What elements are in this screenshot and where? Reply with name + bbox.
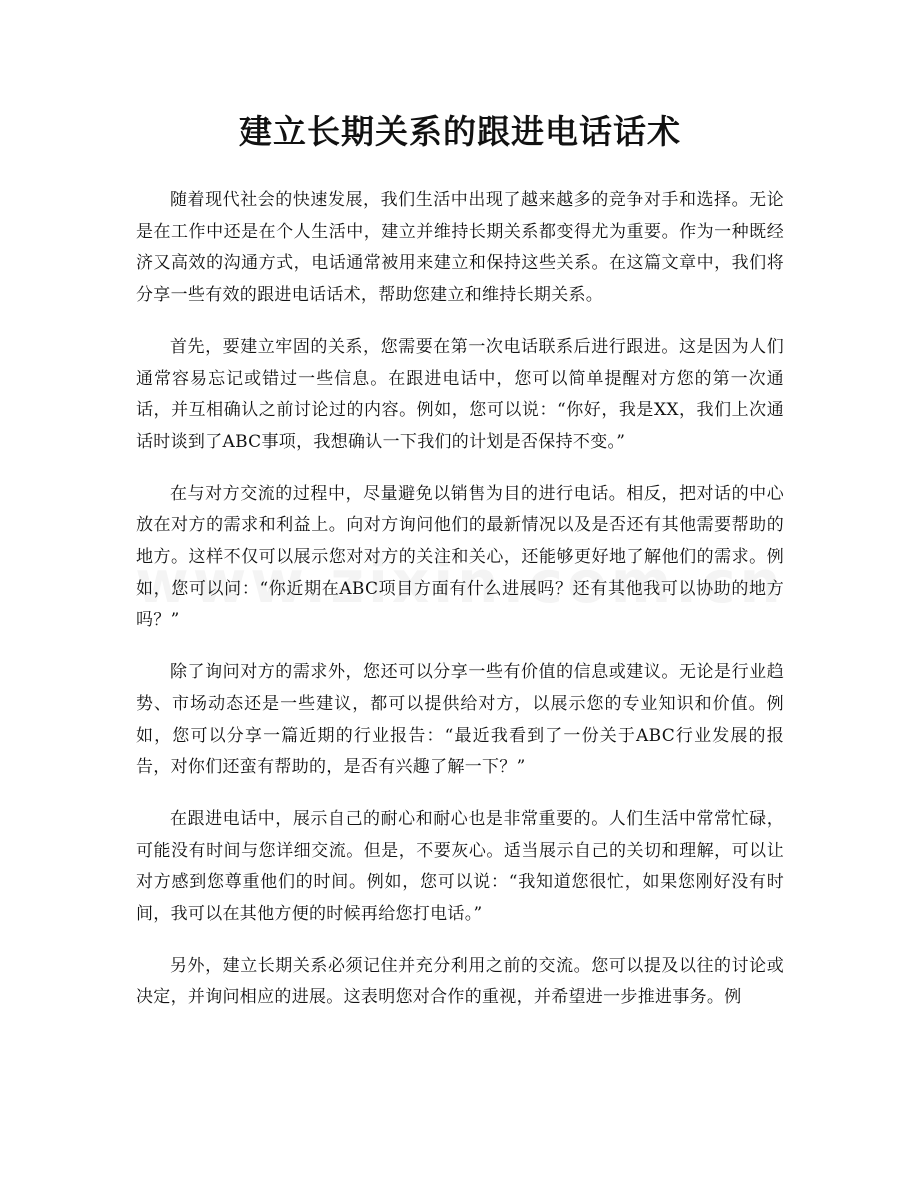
- paragraph-4: 除了询问对方的需求外，您还可以分享一些有价值的信息或建议。无论是行业趋势、市场动态还是一些建议，都可以提供给对方，以展示您的专业知识和价值。例如，您可以分享一篇近期的行业报告：“最近我看到了一份关于ABC行业发展的报告，对你们还蛮有帮助的，是否有兴趣了解一下？”: [136, 662, 784, 778]
- paragraph-2: 首先，要建立牢固的关系，您需要在第一次电话联系后进行跟进。这是因为人们通常容易忘记或错过一些信息。在跟进电话中，您可以简单提醒对方您的第一次通话，并互相确认之前讨论过的内容。例如，您可以说：“你好，我是XX，我们上次通话时谈到了ABC事项，我想确认一下我们的计划是否保持不变。”: [136, 336, 784, 452]
- paragraph-6: 另外，建立长期关系必须记住并充分利用之前的交流。您可以提及以往的讨论或决定，并询问相应的进展。这表明您对合作的重视，并希望进一步推进事务。例: [136, 955, 784, 1008]
- document-title: 建立长期关系的跟进电话话术: [239, 112, 681, 151]
- paragraph-1: 随着现代社会的快速发展，我们生活中出现了越来越多的竞争对手和选择。无论是在工作中还是在个人生活中，建立并维持长期关系都变得尤为重要。作为一种既经济又高效的沟通方式，电话通常被用来建立和保持这些关系。在这篇文章中，我们将分享一些有效的跟进电话话术，帮助您建立和维持长期关系。: [136, 190, 784, 306]
- document-body: [136, 185, 784, 1014]
- paragraph-5: 在跟进电话中，展示自己的耐心和耐心也是非常重要的。人们生活中常常忙碌，可能没有时间与您详细交流。但是，不要灰心。适当展示自己的关切和理解，可以让对方感到您尊重他们的时间。例如，您可以说：“我知道您很忙，如果您刚好没有时间，我可以在其他方便的时候再给您打电话。”: [136, 808, 784, 925]
- paragraph-3: 在与对方交流的过程中，尽量避免以销售为目的进行电话。相反，把对话的中心放在对方的需求和利益上。向对方询问他们的最新情况以及是否还有其他需要帮助的地方。这样不仅可以展示您对对方的关注和关心，还能够更好地了解他们的需求。例如，您可以问：“你近期在ABC项目方面有什么进展吗？还有其他我可以协助的地方吗？”: [136, 483, 784, 631]
